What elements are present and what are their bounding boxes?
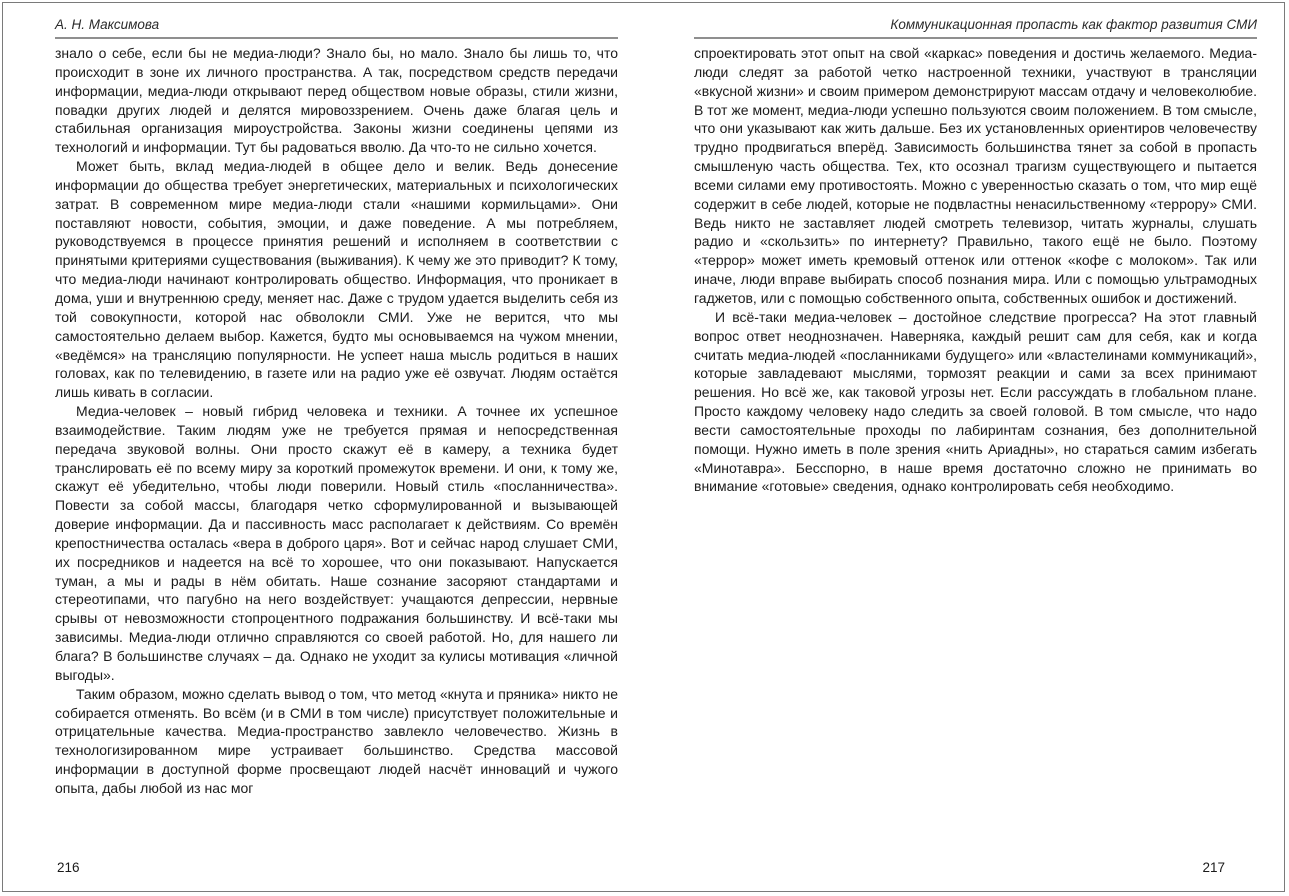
header-rule-right — [694, 37, 1257, 39]
page-right — [694, 0, 1257, 896]
paragraph: Может быть, вклад медиа-людей в общее дело и велик. Ведь донесение информации до общества требует энергетических, материальных и психологических затрат. В современном мире медиа-люди стали «нашими кормильцами». Они поставляют новости, события, эмоции, и даже поведение. А мы потребляем, руководствуемся в процессе принятия решений и исполняем в соответствии с принятыми критериями существования (выживания). К чему же это приводит? К тому, что медиа-люди начинают контролировать общество. Информация, что проникает в дома, уши и внутреннюю среду, меняет нас. Даже с трудом удается выделить себя из той совокупности, которой нас обволокли СМИ. Уже не верится, что мы самостоятельно делаем выбор. Кажется, будто мы основываемся на чужом мнении, «ведёмся» на трансляцию популярности. Не успеет наша мысль родиться в наших головах, как по телевидению, в газете или на радио уже её озвучат. Людям остаётся лишь кивать в согласии. — [55, 158, 618, 401]
running-header-author: А. Н. Максимова — [55, 17, 160, 32]
body-text-right — [694, 44, 1257, 496]
paragraph: Медиа-человек – новый гибрид человека и техники. А точнее их успешное взаимодействие. Таким людям уже не требуется прямая и непосредственная передача звуковой волны. Они просто скажут её в камеру, а техника будет транслировать её по всему миру за короткий промежуток времени. И они, к тому же, скажут её убедительно, чтобы люди поверили. Новый стиль «посланничества». Повести за собой массы, благодаря четко сформулированной и вызывающей доверие информации. Да и пассивность масс располагает к действиям. Со времён крепостничества осталась «вера в доброго царя». Вот и сейчас народ слушает СМИ, их посредников и надеется на всё то хорошее, что они показывают. Напускается туман, а мы и рады в нём обитать. Наше сознание засоряют стандартами и стереотипами, что пагубно на него воздействует: учащаются депрессии, нервные срывы от невозможности стопроцентного подражания большинству. И всё-таки мы зависимы. Медиа-люди отлично справляются со своей работой. Но, для нашего ли блага? В большинстве случаях – да. Однако не уходит за кулисы мотивация «личной выгоды». — [55, 403, 618, 683]
paragraph: И всё-таки медиа-человек – достойное следствие прогресса? На этот главный вопрос ответ неоднозначен. Наверняка, каждый решит сам для себя, как и когда считать медиа-людей «посланниками будущего» или «властелинами коммуникаций», которые завладевают мыслями, тормозят реакции и сами за всех принимают решения. Но всё же, как таковой угрозы нет. Если рассуждать в глобальном плане. Просто каждому человеку надо следить за своей головой. В том смысле, что надо вести самостоятельные проходы по лабиринтам сознания, без дополнительной помощи. Нужно иметь в поле зрения «нить Ариадны», но стараться самим избегать «Минотавра». Бесспорно, в наше время достаточно сложно не принимать во внимание «готовые» сведения, однако контролировать себя необходимо. — [694, 308, 1257, 495]
page-left — [55, 0, 618, 896]
running-header-title: Коммуникационная пропасть как фактор развития СМИ — [890, 17, 1257, 32]
body-text-left — [55, 44, 618, 798]
page-number-left: 216 — [57, 860, 80, 875]
paragraph: Таким образом, можно сделать вывод о том, что метод «кнута и пряника» никто не собирается отменять. Во всём (и в СМИ в том числе) присутствует положительные и отрицательные качества. Медиа-пространство завлекло человечество. Жизнь в технологизированном мире устраивает большинство. Средства массовой информации в доступной форме просвещают людей насчёт инноваций и чужого опыта, дабы любой из нас мог — [55, 685, 618, 796]
paragraph: спроектировать этот опыт на свой «каркас» поведения и достичь желаемого. Медиа-люди следят за работой четко настроенной техники, участвуют в трансляции «вкусной жизни» и своим примером демонстрируют массам отдачу и человеколюбие. В тот же момент, медиа-люди успешно пользуются своим положением. В том смысле, что они указывают как жить дальше. Без их установленных ориентиров человечеству трудно продвигаться вперёд. Зависимость большинства тянет за собой в пропасть смышленую часть общества. Тех, кто осознал трагизм существующего и пытается всеми силами ему противостоять. Можно с уверенностью сказать о том, что мир ещё содержит в себе людей, которые не подвластны ненасильственному «террору» СМИ. Ведь никто не заставляет людей смотреть телевизор, читать журналы, слушать радио и «скользить» по интернету? Правильно, такого ещё не было. Поэтому «террор» может иметь кремовый оттенок или оттенок «кофе с молоком». Так или иначе, люди вправе выбирать способ познания мира. Или с помощью ультрамодных гаджетов, или с помощью собственного опыта, собственных ошибок и достижений. — [694, 45, 1257, 306]
page-number-right: 217 — [1202, 860, 1225, 875]
paragraph: знало о себе, если бы не медиа-люди? Знало бы, но мало. Знало бы лишь то, что происходит в зоне их личного пространства. А так, посредством средств передачи информации, медиа-люди открывают перед обществом новые образы, стили жизни, повадки других людей и делятся мировоззрением. Очень даже благая цель и стабильная организация мироустройства. Законы жизни соединены цепями из технологий и информации. Тут бы радоваться вволю. Да что-то не сильно хочется. — [55, 45, 618, 156]
header-rule-left — [55, 37, 618, 39]
